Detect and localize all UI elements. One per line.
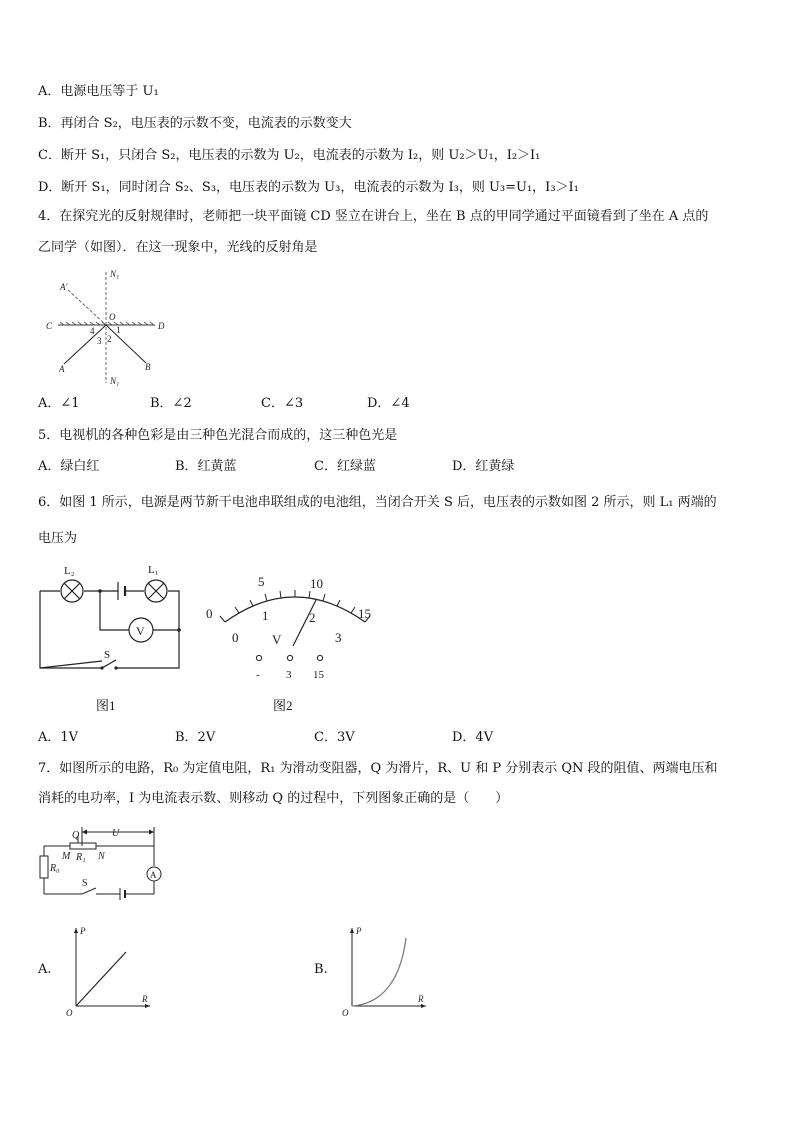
q4-option-a: A．∠1 [38,396,80,411]
graph-a-axis-p: P [80,926,86,936]
ammeter-label: A [150,870,157,880]
dial-bottom-0: 0 [232,630,239,645]
q6-stem-line1: 6．如图 1 所示，电源是两节新干电池串联组成的电池组，当闭合开关 S 后，电压表的示数如图 2 所示，则 L₁ 两端的 [38,495,717,510]
q3-option-a: A．电源电压等于 U₁ [38,84,159,99]
dial-top-0: 0 [206,606,213,621]
q6-option-c: C．3V [314,730,355,745]
q4-reflection-figure [40,268,180,390]
graph-a-origin: O [66,1008,73,1018]
figure1-caption: 图1 [96,698,116,713]
q5-stem: 5．电视机的各种色彩是由三种色光混合而成的，这三种色光是 [38,428,398,443]
graph-a-axis-r: R [142,994,148,1004]
angle-2-label: 2 [107,334,112,344]
q3-option-c: C．断开 S₁，只闭合 S₂，电压表的示数为 U₂，电流表的示数为 I₂，则 U₂＞U₁，I₂＞I₁ [38,148,541,163]
dial-bottom-1: 1 [262,608,269,623]
voltage-u-label: U [112,828,120,839]
dial-bottom-2: 2 [309,610,316,625]
q4-option-b: B．∠2 [150,396,192,411]
q7-graph-b [338,922,430,1018]
slider-q-label: Q [72,830,80,841]
point-o-label: O [109,312,116,322]
lamp-l2-label: L₂ [64,565,75,577]
q7-circuit-figure [38,822,168,914]
angle-1-label: 1 [116,325,121,335]
q5-option-b: B．红黄蓝 [175,459,237,474]
a-prime-label: A′ [60,282,68,292]
q5-option-d: D．红黄绿 [452,459,515,474]
n1-top-label: N₁ [110,269,120,279]
terminal-3: 3 [286,669,292,681]
q6-option-d: D．4V [452,730,494,745]
angle-3-label: 3 [97,336,102,346]
q7-option-b-label: B. [314,962,328,977]
q5-option-c: C．红绿蓝 [314,459,376,474]
point-b-label: B [145,362,151,372]
q3-option-b: B．再闭合 S₂，电压表的示数不变，电流表的示数变大 [38,116,352,131]
point-n-label: N [98,851,105,862]
q5-option-a: A．绿白红 [38,459,100,474]
point-d-label: D [158,321,165,331]
dial-top-10: 10 [310,576,323,591]
n1-bottom-label: N₁ [110,376,120,386]
q4-option-d: D．∠4 [367,396,410,411]
q7-option-a-label: A. [38,962,52,977]
q4-option-c: C．∠3 [261,396,304,411]
dial-top-5: 5 [258,574,265,589]
terminal-negative: - [256,669,260,681]
switch-s-label-q7: S [82,878,88,889]
dial-top-15: 15 [358,606,371,621]
terminal-15: 15 [313,669,324,681]
q3-option-d: D．断开 S₁，同时闭合 S₂、S₃，电压表的示数为 U₃，电流表的示数为 I₃，则 U₃=U₁，I₃＞I₁ [38,180,579,195]
dial-unit-v: V [272,632,282,647]
q7-graph-a [62,922,154,1018]
voltmeter-label: V [136,624,145,638]
q4-stem-line1: 4．在探究光的反射规律时，老师把一块平面镜 CD 竖立在讲台上，坐在 B 点的甲同学通过平面镜看到了坐在 A 点的 [38,209,709,224]
lamp-l1-label: L₁ [148,564,159,576]
r1-label: R₁ [76,852,86,863]
q7-stem-line1: 7．如图所示的电路，R₀ 为定值电阻，R₁ 为滑动变阻器，Q 为滑片，R、U 和 P 分别表示 QN 段的阻值、两端电压和 [38,761,718,776]
q6-voltmeter-dial-figure2 [200,570,390,686]
q6-option-b: B．2V [175,730,216,745]
q6-option-a: A．1V [38,730,79,745]
point-m-label: M [62,851,71,862]
q6-circuit-figure1 [36,560,186,676]
q4-stem-line2: 乙同学（如图）．在这一现象中，光线的反射角是 [38,240,318,255]
q6-stem-line2: 电压为 [38,531,78,546]
point-a-label: A [59,364,65,374]
dial-bottom-3: 3 [335,630,342,645]
q7-stem-line2: 消耗的电功率，I 为电流表示数、则移动 Q 的过程中，下列图象正确的是（ ） [38,791,509,806]
point-c-label: C [46,321,53,331]
graph-b-axis-p: P [356,926,362,936]
switch-s-label: S [104,649,111,661]
figure2-caption: 图2 [273,698,293,713]
angle-4-label: 4 [90,326,95,336]
graph-b-origin: O [342,1008,349,1018]
graph-b-axis-r: R [418,994,424,1004]
r0-label: R₀ [50,863,60,874]
